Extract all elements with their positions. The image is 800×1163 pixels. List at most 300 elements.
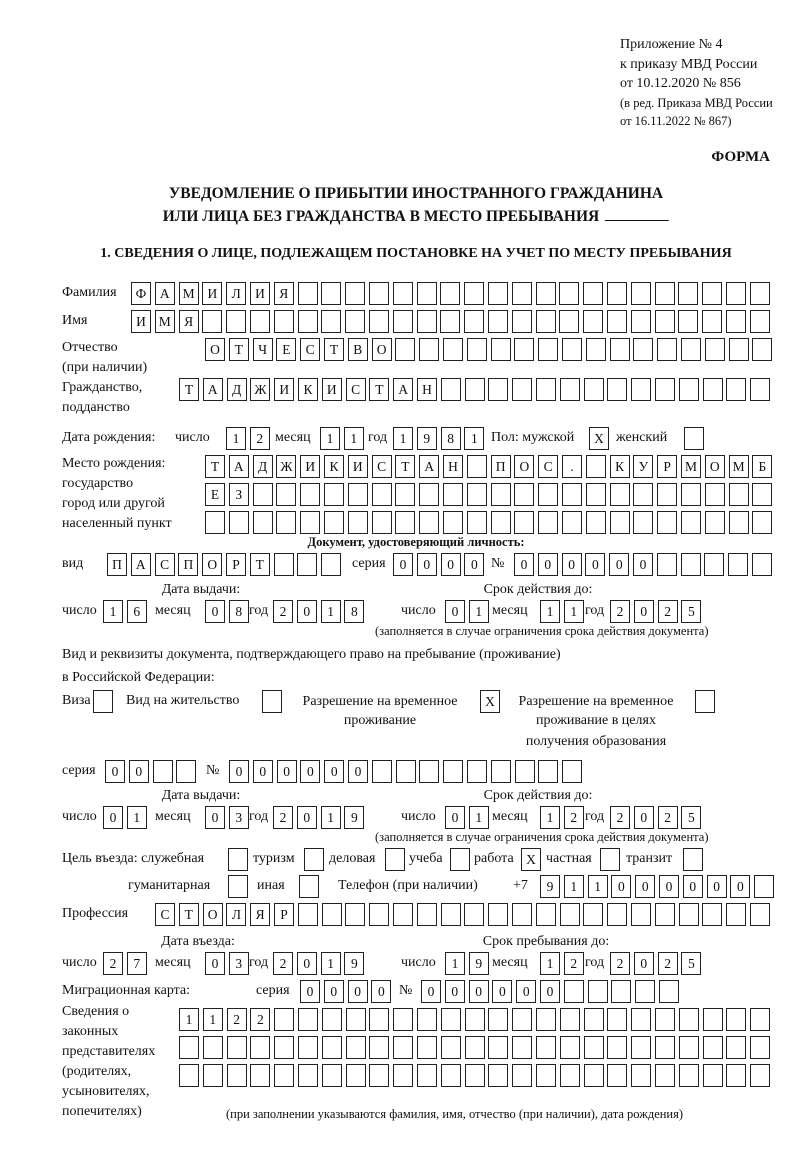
char-cell[interactable] xyxy=(633,483,653,506)
char-cell[interactable]: Т xyxy=(179,378,199,401)
char-cell[interactable]: 1 xyxy=(321,600,341,623)
char-cell[interactable] xyxy=(276,511,296,534)
char-cell[interactable]: 8 xyxy=(441,427,461,450)
char-cell[interactable] xyxy=(635,980,655,1003)
char-cell[interactable] xyxy=(726,1036,746,1059)
place-blank[interactable] xyxy=(605,206,669,221)
char-cell[interactable] xyxy=(369,1064,389,1087)
char-cell[interactable]: Е xyxy=(205,483,225,506)
checkbox[interactable] xyxy=(684,427,704,450)
char-cell[interactable]: К xyxy=(324,455,344,478)
char-cell[interactable] xyxy=(729,483,749,506)
char-cell[interactable]: 0 xyxy=(105,760,125,783)
char-cell[interactable] xyxy=(467,511,487,534)
char-cell[interactable] xyxy=(704,553,724,576)
char-cell[interactable] xyxy=(657,483,677,506)
char-cell[interactable] xyxy=(253,511,273,534)
char-cell[interactable]: С xyxy=(155,553,175,576)
char-cell[interactable] xyxy=(440,282,460,305)
char-cell[interactable] xyxy=(559,310,579,333)
char-cell[interactable] xyxy=(346,1064,366,1087)
char-cell[interactable] xyxy=(512,310,532,333)
checkbox[interactable] xyxy=(93,690,113,713)
char-cell[interactable] xyxy=(417,310,437,333)
char-cell[interactable]: Т xyxy=(324,338,344,361)
char-cell[interactable] xyxy=(679,1064,699,1087)
char-cell[interactable] xyxy=(536,1036,556,1059)
char-cell[interactable] xyxy=(298,1064,318,1087)
char-cell[interactable] xyxy=(227,1064,247,1087)
char-cell[interactable] xyxy=(726,282,746,305)
char-cell[interactable] xyxy=(610,338,630,361)
char-cell[interactable]: О xyxy=(202,553,222,576)
char-cell[interactable] xyxy=(227,1036,247,1059)
char-cell[interactable] xyxy=(702,282,722,305)
char-cell[interactable] xyxy=(679,1008,699,1031)
checkbox[interactable] xyxy=(385,848,405,871)
char-cell[interactable]: 2 xyxy=(273,600,293,623)
char-cell[interactable] xyxy=(536,1064,556,1087)
char-cell[interactable] xyxy=(488,1036,508,1059)
char-cell[interactable] xyxy=(705,338,725,361)
char-cell[interactable]: 9 xyxy=(417,427,437,450)
char-cell[interactable] xyxy=(512,282,532,305)
char-cell[interactable] xyxy=(322,1064,342,1087)
char-cell[interactable] xyxy=(586,483,606,506)
char-cell[interactable]: 0 xyxy=(393,553,413,576)
char-cell[interactable]: 1 xyxy=(564,875,584,898)
char-cell[interactable] xyxy=(322,903,342,926)
char-cell[interactable] xyxy=(488,1008,508,1031)
char-cell[interactable] xyxy=(726,310,746,333)
char-cell[interactable] xyxy=(464,282,484,305)
char-cell[interactable] xyxy=(465,1064,485,1087)
char-cell[interactable]: 0 xyxy=(730,875,750,898)
char-cell[interactable] xyxy=(729,338,749,361)
checkbox[interactable] xyxy=(683,848,703,871)
char-cell[interactable]: 0 xyxy=(297,806,317,829)
char-cell[interactable] xyxy=(679,1036,699,1059)
char-cell[interactable]: 0 xyxy=(348,980,368,1003)
char-cell[interactable] xyxy=(274,1036,294,1059)
char-cell[interactable] xyxy=(348,483,368,506)
char-cell[interactable] xyxy=(631,310,651,333)
char-cell[interactable] xyxy=(393,282,413,305)
char-cell[interactable] xyxy=(655,1008,675,1031)
char-cell[interactable] xyxy=(702,310,722,333)
char-cell[interactable] xyxy=(443,760,463,783)
char-cell[interactable]: Я xyxy=(250,903,270,926)
char-cell[interactable] xyxy=(467,455,487,478)
char-cell[interactable] xyxy=(514,483,534,506)
char-cell[interactable]: 1 xyxy=(321,952,341,975)
char-cell[interactable]: 0 xyxy=(469,980,489,1003)
char-cell[interactable] xyxy=(703,1064,723,1087)
char-cell[interactable] xyxy=(369,282,389,305)
char-cell[interactable] xyxy=(538,511,558,534)
char-cell[interactable] xyxy=(584,1036,604,1059)
char-cell[interactable]: С xyxy=(372,455,392,478)
char-cell[interactable] xyxy=(536,282,556,305)
char-cell[interactable]: 0 xyxy=(417,553,437,576)
char-cell[interactable] xyxy=(631,378,651,401)
char-cell[interactable] xyxy=(441,1036,461,1059)
char-cell[interactable] xyxy=(750,1036,770,1059)
char-cell[interactable]: 0 xyxy=(635,875,655,898)
char-cell[interactable] xyxy=(705,511,725,534)
char-cell[interactable]: Т xyxy=(205,455,225,478)
char-cell[interactable]: У xyxy=(633,455,653,478)
char-cell[interactable] xyxy=(560,1064,580,1087)
char-cell[interactable] xyxy=(321,282,341,305)
char-cell[interactable] xyxy=(633,511,653,534)
char-cell[interactable] xyxy=(512,1036,532,1059)
char-cell[interactable]: 1 xyxy=(179,1008,199,1031)
char-cell[interactable]: И xyxy=(348,455,368,478)
char-cell[interactable]: 0 xyxy=(129,760,149,783)
char-cell[interactable] xyxy=(538,338,558,361)
char-cell[interactable]: Е xyxy=(276,338,296,361)
char-cell[interactable] xyxy=(419,483,439,506)
char-cell[interactable] xyxy=(464,903,484,926)
char-cell[interactable] xyxy=(300,511,320,534)
char-cell[interactable] xyxy=(655,1064,675,1087)
char-cell[interactable] xyxy=(750,378,770,401)
char-cell[interactable]: А xyxy=(419,455,439,478)
char-cell[interactable]: 0 xyxy=(300,980,320,1003)
char-cell[interactable] xyxy=(750,1008,770,1031)
char-cell[interactable]: 0 xyxy=(514,553,534,576)
char-cell[interactable]: 0 xyxy=(103,806,123,829)
char-cell[interactable]: 0 xyxy=(229,760,249,783)
char-cell[interactable] xyxy=(179,1064,199,1087)
char-cell[interactable] xyxy=(584,1008,604,1031)
char-cell[interactable]: 0 xyxy=(633,553,653,576)
char-cell[interactable] xyxy=(345,903,365,926)
char-cell[interactable] xyxy=(417,903,437,926)
char-cell[interactable]: 1 xyxy=(321,806,341,829)
char-cell[interactable]: С xyxy=(538,455,558,478)
char-cell[interactable]: Ж xyxy=(276,455,296,478)
char-cell[interactable] xyxy=(750,903,770,926)
char-cell[interactable] xyxy=(491,760,511,783)
char-cell[interactable] xyxy=(538,760,558,783)
char-cell[interactable]: А xyxy=(203,378,223,401)
char-cell[interactable] xyxy=(395,511,415,534)
char-cell[interactable]: 1 xyxy=(469,600,489,623)
char-cell[interactable]: А xyxy=(393,378,413,401)
char-cell[interactable]: П xyxy=(491,455,511,478)
char-cell[interactable] xyxy=(417,1064,437,1087)
char-cell[interactable]: 0 xyxy=(205,806,225,829)
char-cell[interactable] xyxy=(443,511,463,534)
char-cell[interactable]: 0 xyxy=(683,875,703,898)
char-cell[interactable] xyxy=(655,378,675,401)
char-cell[interactable]: 0 xyxy=(324,760,344,783)
char-cell[interactable] xyxy=(393,1036,413,1059)
char-cell[interactable] xyxy=(369,903,389,926)
char-cell[interactable]: 2 xyxy=(227,1008,247,1031)
char-cell[interactable]: 0 xyxy=(324,980,344,1003)
char-cell[interactable]: 8 xyxy=(229,600,249,623)
char-cell[interactable]: А xyxy=(229,455,249,478)
char-cell[interactable]: Я xyxy=(179,310,199,333)
char-cell[interactable]: Т xyxy=(229,338,249,361)
char-cell[interactable] xyxy=(631,1008,651,1031)
char-cell[interactable] xyxy=(726,903,746,926)
char-cell[interactable]: 0 xyxy=(585,553,605,576)
char-cell[interactable] xyxy=(750,310,770,333)
char-cell[interactable] xyxy=(322,1036,342,1059)
char-cell[interactable]: 0 xyxy=(634,952,654,975)
char-cell[interactable]: 9 xyxy=(540,875,560,898)
char-cell[interactable]: В xyxy=(348,338,368,361)
char-cell[interactable] xyxy=(607,903,627,926)
char-cell[interactable] xyxy=(631,1036,651,1059)
char-cell[interactable]: 0 xyxy=(297,952,317,975)
char-cell[interactable] xyxy=(203,1064,223,1087)
checkbox[interactable]: X xyxy=(521,848,541,871)
char-cell[interactable] xyxy=(536,1008,556,1031)
char-cell[interactable]: 2 xyxy=(658,952,678,975)
char-cell[interactable] xyxy=(298,1008,318,1031)
char-cell[interactable] xyxy=(681,338,701,361)
char-cell[interactable]: Н xyxy=(417,378,437,401)
char-cell[interactable] xyxy=(395,338,415,361)
char-cell[interactable] xyxy=(512,378,532,401)
char-cell[interactable] xyxy=(703,1036,723,1059)
char-cell[interactable]: 0 xyxy=(297,600,317,623)
char-cell[interactable] xyxy=(441,1008,461,1031)
char-cell[interactable] xyxy=(631,1064,651,1087)
char-cell[interactable] xyxy=(202,310,222,333)
char-cell[interactable] xyxy=(703,378,723,401)
char-cell[interactable]: Д xyxy=(227,378,247,401)
char-cell[interactable] xyxy=(324,483,344,506)
char-cell[interactable]: И xyxy=(322,378,342,401)
char-cell[interactable] xyxy=(441,903,461,926)
char-cell[interactable] xyxy=(464,310,484,333)
char-cell[interactable]: 0 xyxy=(707,875,727,898)
char-cell[interactable]: И xyxy=(202,282,222,305)
char-cell[interactable]: П xyxy=(178,553,198,576)
char-cell[interactable] xyxy=(443,338,463,361)
char-cell[interactable] xyxy=(253,483,273,506)
char-cell[interactable]: 0 xyxy=(492,980,512,1003)
char-cell[interactable] xyxy=(659,980,679,1003)
char-cell[interactable] xyxy=(560,903,580,926)
char-cell[interactable] xyxy=(443,483,463,506)
char-cell[interactable]: И xyxy=(300,455,320,478)
char-cell[interactable]: О xyxy=(372,338,392,361)
char-cell[interactable] xyxy=(324,511,344,534)
char-cell[interactable]: 3 xyxy=(229,952,249,975)
char-cell[interactable] xyxy=(631,282,651,305)
checkbox[interactable]: X xyxy=(480,690,500,713)
char-cell[interactable]: П xyxy=(107,553,127,576)
char-cell[interactable] xyxy=(560,1008,580,1031)
char-cell[interactable] xyxy=(657,511,677,534)
char-cell[interactable] xyxy=(396,760,416,783)
char-cell[interactable] xyxy=(298,903,318,926)
char-cell[interactable]: 2 xyxy=(610,600,630,623)
char-cell[interactable] xyxy=(752,483,772,506)
char-cell[interactable] xyxy=(467,760,487,783)
char-cell[interactable]: 1 xyxy=(344,427,364,450)
char-cell[interactable] xyxy=(229,511,249,534)
char-cell[interactable]: 1 xyxy=(540,806,560,829)
char-cell[interactable]: К xyxy=(610,455,630,478)
char-cell[interactable] xyxy=(514,511,534,534)
char-cell[interactable] xyxy=(250,1036,270,1059)
char-cell[interactable] xyxy=(752,553,772,576)
char-cell[interactable]: 0 xyxy=(205,600,225,623)
checkbox[interactable] xyxy=(299,875,319,898)
char-cell[interactable] xyxy=(417,1008,437,1031)
char-cell[interactable] xyxy=(726,1064,746,1087)
char-cell[interactable] xyxy=(369,1036,389,1059)
char-cell[interactable] xyxy=(488,378,508,401)
char-cell[interactable] xyxy=(564,980,584,1003)
char-cell[interactable] xyxy=(369,310,389,333)
char-cell[interactable]: . xyxy=(562,455,582,478)
char-cell[interactable]: Ч xyxy=(253,338,273,361)
char-cell[interactable] xyxy=(681,483,701,506)
char-cell[interactable]: М xyxy=(179,282,199,305)
char-cell[interactable]: 2 xyxy=(273,952,293,975)
char-cell[interactable]: Ф xyxy=(131,282,151,305)
char-cell[interactable]: Д xyxy=(253,455,273,478)
char-cell[interactable] xyxy=(679,378,699,401)
char-cell[interactable] xyxy=(465,378,485,401)
char-cell[interactable] xyxy=(250,1064,270,1087)
char-cell[interactable] xyxy=(419,511,439,534)
char-cell[interactable] xyxy=(491,483,511,506)
char-cell[interactable] xyxy=(655,903,675,926)
char-cell[interactable]: 1 xyxy=(226,427,246,450)
char-cell[interactable]: С xyxy=(346,378,366,401)
char-cell[interactable]: 7 xyxy=(127,952,147,975)
char-cell[interactable]: 1 xyxy=(464,427,484,450)
char-cell[interactable]: Н xyxy=(443,455,463,478)
char-cell[interactable] xyxy=(298,310,318,333)
checkbox[interactable] xyxy=(228,848,248,871)
char-cell[interactable]: О xyxy=(203,903,223,926)
char-cell[interactable]: 0 xyxy=(609,553,629,576)
char-cell[interactable] xyxy=(512,903,532,926)
char-cell[interactable]: Л xyxy=(226,282,246,305)
char-cell[interactable] xyxy=(538,483,558,506)
char-cell[interactable] xyxy=(584,1064,604,1087)
char-cell[interactable] xyxy=(298,1036,318,1059)
char-cell[interactable]: 9 xyxy=(469,952,489,975)
char-cell[interactable]: Р xyxy=(226,553,246,576)
char-cell[interactable] xyxy=(655,282,675,305)
char-cell[interactable]: М xyxy=(729,455,749,478)
char-cell[interactable] xyxy=(610,483,630,506)
char-cell[interactable]: 2 xyxy=(250,427,270,450)
char-cell[interactable] xyxy=(607,310,627,333)
char-cell[interactable]: 1 xyxy=(103,600,123,623)
char-cell[interactable] xyxy=(681,553,701,576)
char-cell[interactable] xyxy=(393,1064,413,1087)
char-cell[interactable]: 5 xyxy=(681,600,701,623)
char-cell[interactable] xyxy=(754,875,774,898)
char-cell[interactable] xyxy=(750,1064,770,1087)
char-cell[interactable]: 1 xyxy=(540,952,560,975)
char-cell[interactable] xyxy=(586,338,606,361)
char-cell[interactable] xyxy=(321,553,341,576)
char-cell[interactable]: 6 xyxy=(127,600,147,623)
char-cell[interactable] xyxy=(322,1008,342,1031)
char-cell[interactable]: З xyxy=(229,483,249,506)
char-cell[interactable] xyxy=(562,511,582,534)
char-cell[interactable] xyxy=(584,378,604,401)
char-cell[interactable] xyxy=(607,282,627,305)
char-cell[interactable] xyxy=(419,760,439,783)
char-cell[interactable] xyxy=(678,310,698,333)
char-cell[interactable]: 9 xyxy=(344,806,364,829)
char-cell[interactable]: 2 xyxy=(103,952,123,975)
char-cell[interactable]: С xyxy=(300,338,320,361)
char-cell[interactable] xyxy=(348,511,368,534)
char-cell[interactable] xyxy=(491,338,511,361)
char-cell[interactable] xyxy=(491,511,511,534)
char-cell[interactable] xyxy=(274,553,294,576)
char-cell[interactable]: Т xyxy=(369,378,389,401)
char-cell[interactable]: 2 xyxy=(564,806,584,829)
char-cell[interactable] xyxy=(752,511,772,534)
char-cell[interactable] xyxy=(583,903,603,926)
char-cell[interactable]: 1 xyxy=(469,806,489,829)
checkbox[interactable] xyxy=(695,690,715,713)
char-cell[interactable]: 1 xyxy=(540,600,560,623)
char-cell[interactable]: 1 xyxy=(445,952,465,975)
char-cell[interactable]: И xyxy=(274,378,294,401)
char-cell[interactable]: Р xyxy=(274,903,294,926)
char-cell[interactable]: 2 xyxy=(273,806,293,829)
char-cell[interactable] xyxy=(179,1036,199,1059)
char-cell[interactable] xyxy=(321,310,341,333)
char-cell[interactable]: 1 xyxy=(564,600,584,623)
char-cell[interactable] xyxy=(705,483,725,506)
char-cell[interactable] xyxy=(657,553,677,576)
char-cell[interactable]: 5 xyxy=(681,952,701,975)
char-cell[interactable] xyxy=(440,310,460,333)
char-cell[interactable]: 1 xyxy=(203,1008,223,1031)
char-cell[interactable]: 3 xyxy=(229,806,249,829)
char-cell[interactable] xyxy=(586,455,606,478)
char-cell[interactable] xyxy=(729,511,749,534)
char-cell[interactable] xyxy=(726,1008,746,1031)
char-cell[interactable]: 0 xyxy=(421,980,441,1003)
char-cell[interactable]: А xyxy=(131,553,151,576)
char-cell[interactable]: 0 xyxy=(464,553,484,576)
char-cell[interactable] xyxy=(633,338,653,361)
char-cell[interactable]: 0 xyxy=(277,760,297,783)
char-cell[interactable]: 0 xyxy=(445,600,465,623)
char-cell[interactable] xyxy=(607,1064,627,1087)
char-cell[interactable]: 0 xyxy=(538,553,558,576)
char-cell[interactable] xyxy=(728,553,748,576)
char-cell[interactable] xyxy=(465,1008,485,1031)
char-cell[interactable]: М xyxy=(155,310,175,333)
char-cell[interactable] xyxy=(395,483,415,506)
char-cell[interactable]: 0 xyxy=(348,760,368,783)
char-cell[interactable] xyxy=(607,1008,627,1031)
char-cell[interactable] xyxy=(562,483,582,506)
checkbox[interactable] xyxy=(228,875,248,898)
